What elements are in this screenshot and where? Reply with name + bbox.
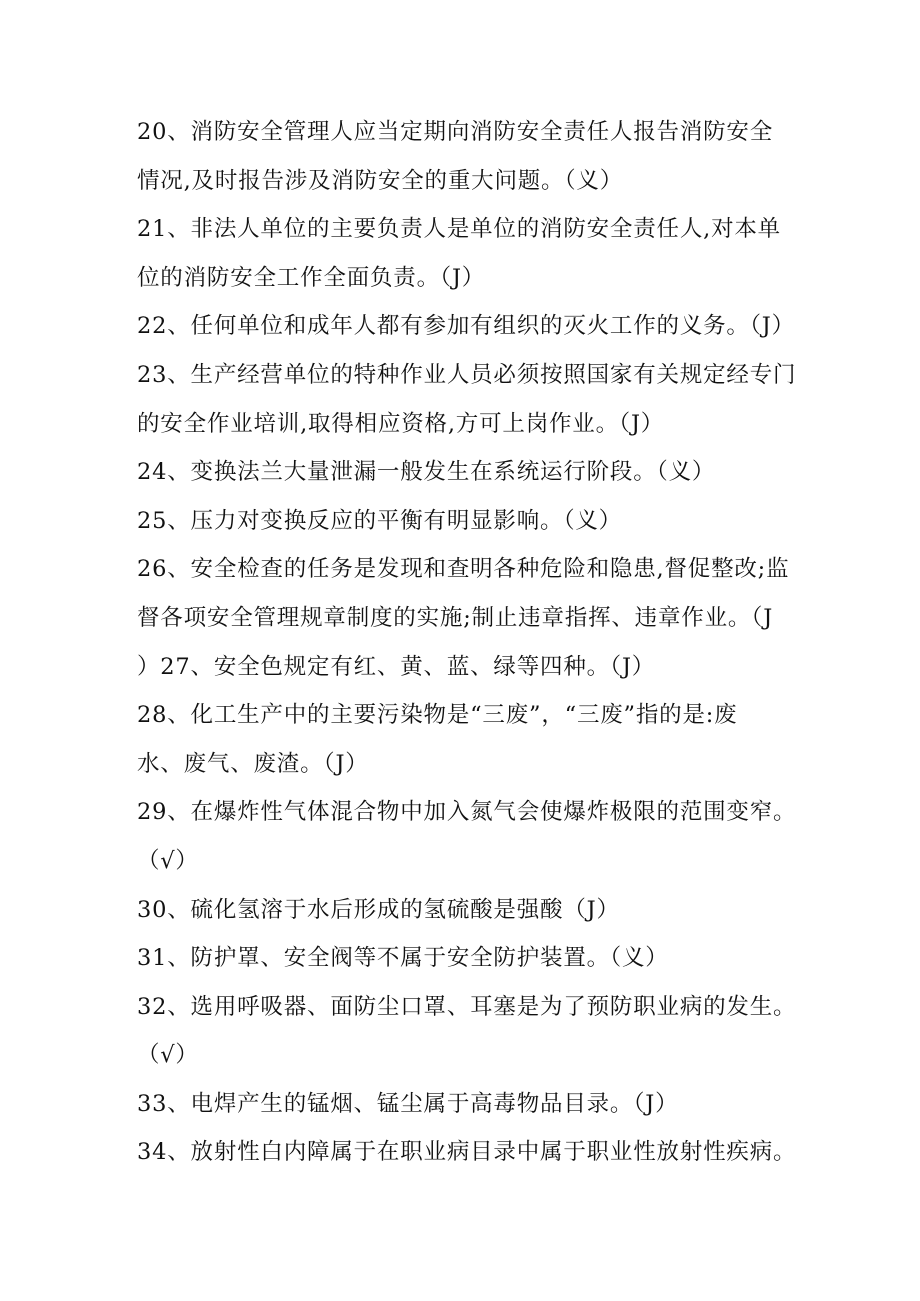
text-line: （√） — [137, 1042, 199, 1069]
text-line: ）27、安全色规定有红、黄、蓝、绿等四种。（J） — [137, 653, 656, 680]
text-line: 29、在爆炸性气体混合物中加入氮气会使爆炸极限的范围变窄。 — [137, 799, 797, 826]
text-line: 22、任何单位和成年人都有参加有组织的灭火工作的义务。（J） — [137, 313, 795, 340]
text-line: 31、防护罩、安全阀等不属于安全防护装置。（义） — [137, 945, 669, 972]
text-line: 21、非法人单位的主要负责人是单位的消防安全责任人,对本单 — [137, 216, 781, 243]
text-line: 水、废气、废渣。（J） — [137, 750, 369, 777]
text-line: 26、安全检查的任务是发现和查明各种危险和隐患,督促整改;监 — [137, 556, 790, 583]
text-line: 32、选用呼吸器、面防尘口罩、耳塞是为了预防职业病的发生。 — [137, 993, 797, 1020]
text-line: 28、化工生产中的主要污染物是“三废”，“三废”指的是:废 — [137, 702, 738, 729]
document-body — [137, 108, 807, 1177]
text-line: 20、消防安全管理人应当定期向消防安全责任人报告消防安全 — [137, 119, 774, 145]
text-line: 24、变换法兰大量泄漏一般发生在系统运行阶段。（义） — [137, 459, 716, 486]
text-line: 34、放射性白内障属于在职业病目录中属于职业性放射性疾病。 — [137, 1139, 797, 1166]
text-line: 的安全作业培训,取得相应资格,方可上岗作业。（J） — [137, 410, 665, 437]
text-line: 情况,及时报告涉及消防安全的重大问题。（义） — [137, 167, 624, 194]
text-line: 督各项安全管理规章制度的实施;制止违章指挥、违章作业。（J — [137, 604, 774, 631]
text-line: 33、电焊产生的锰烟、锰尘属于高毒物品目录。（J） — [137, 1090, 679, 1117]
text-line: 25、压力对变换反应的平衡有明显影响。（义） — [137, 507, 622, 534]
text-line: 23、生产经营单位的特种作业人员必须按照国家有关规定经专门 — [137, 361, 797, 388]
text-line: （√） — [137, 847, 199, 874]
text-line: 30、硫化氢溶于水后形成的氢硫酸是强酸（J） — [137, 896, 620, 923]
text-line: 位的消防安全工作全面负责。（J） — [137, 264, 486, 291]
